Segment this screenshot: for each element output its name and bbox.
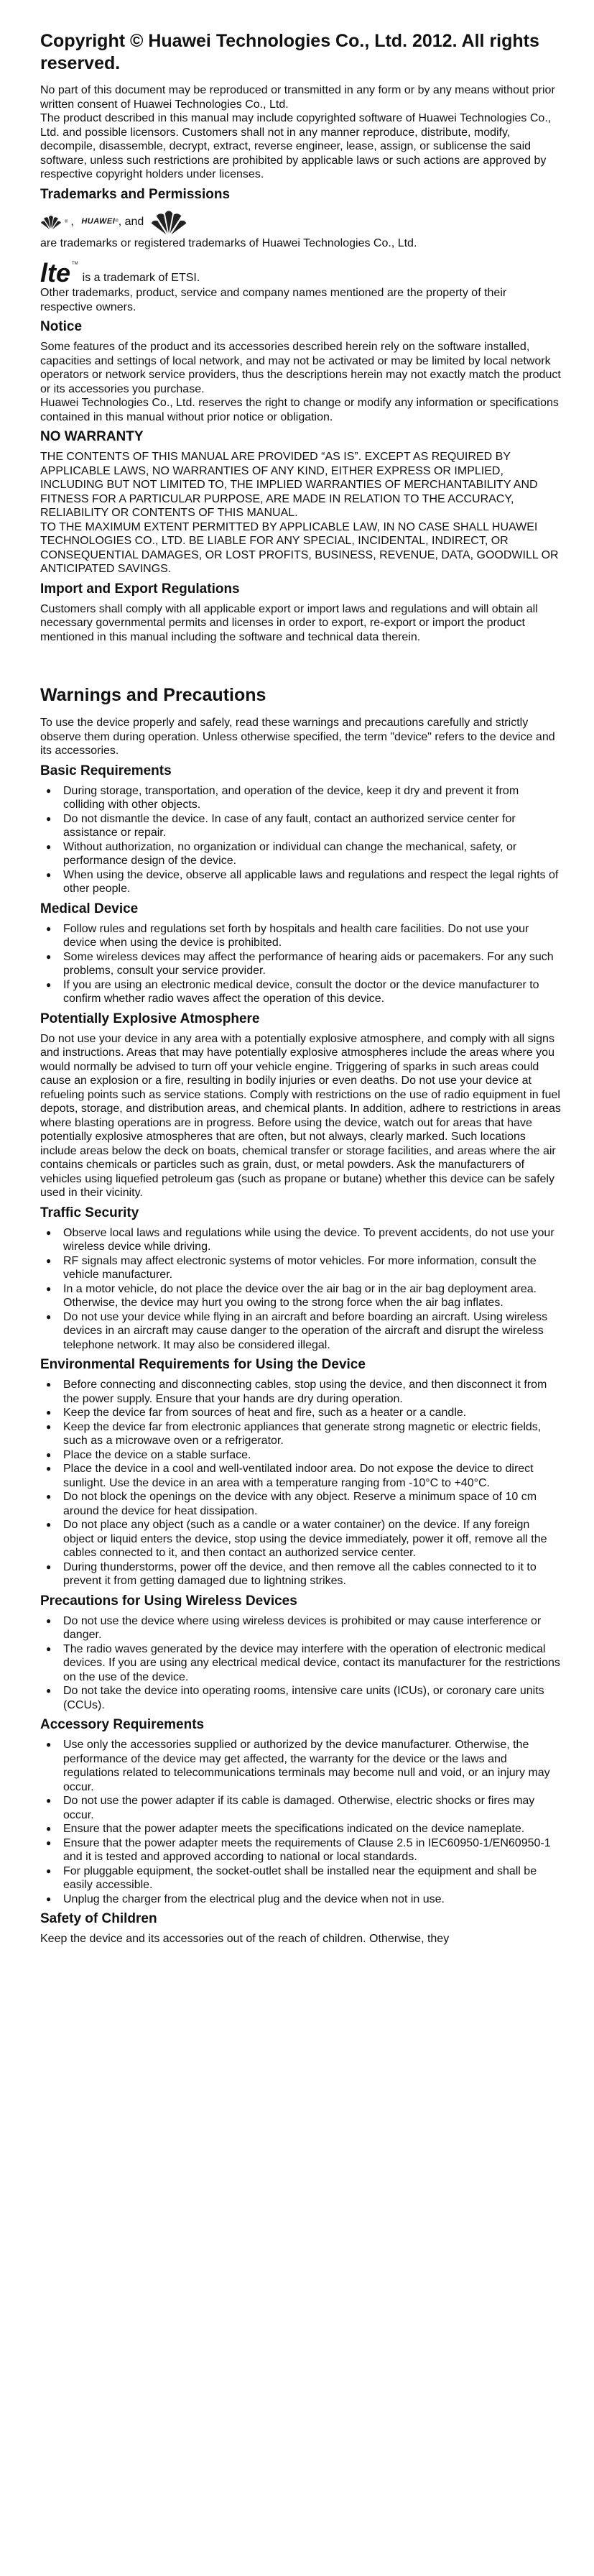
traffic-security-heading: Traffic Security	[40, 1205, 139, 1220]
list-item: ● Observe local laws and regulations while using the device. To prevent accidents, do not use your wireless device while driving.	[40, 1226, 561, 1254]
warnings-intro: To use the device properly and safely, read these warnings and precautions carefully and strictly observe them during operation. Unless otherwise specified, the term "device" refers to the device and its accessories.	[40, 717, 555, 757]
huawei-flower-logo-large-icon	[150, 208, 187, 236]
import-export-paragraph: Customers shall comply with all applicable export or import laws and regulations and will obtain all necessary governmental permits and licenses in order to export, re-export or import the product mentioned in this manual including the software and technical data therein.	[40, 602, 538, 643]
list-item: ● Do not use your device while flying in an aircraft and before boarding an aircraft. Using wireless devices in an aircraft may cause danger to the operation of the aircraft and disrupt the wireless telephone network. It may also be considered illegal.	[40, 1310, 561, 1353]
list-item: ● Use only the accessories supplied or authorized by the device manufacturer. Otherwise, the performance of the device may get affected, the warranty for the device or the laws and regulations related to telecommunications terminals may become null and void, or an injury may occur.	[40, 1738, 561, 1794]
import-export-heading: Import and Export Regulations	[40, 581, 240, 597]
copyright-paragraph: No part of this document may be reproduced or transmitted in any form or by any means without prior written consent of Huawei Technologies Co., Ltd.	[40, 84, 555, 111]
list-item: ● Place the device in a cool and well-ventilated indoor area. Do not expose the device to direct sunlight. Use the device in an area with a temperature ranging from -10°C to +40°C.	[40, 1462, 561, 1490]
wireless-precautions-list	[40, 1614, 561, 1713]
list-item: ● When using the device, observe all applicable laws and regulations and respect the legal rights of other people.	[40, 868, 561, 896]
list-item: ● Do not use the device where using wireless devices is prohibited or may cause interference or danger.	[40, 1614, 561, 1642]
environment-heading: Environmental Requirements for Using the Device	[40, 1357, 366, 1372]
huawei-trademark-row: ® , HUAWEI ® , and are trademarks or registered trademarks of Huawei Technologies Co., Ltd.	[40, 208, 561, 251]
trademark-sentence: are trademarks or registered trademarks of Huawei Technologies Co., Ltd.	[40, 236, 417, 249]
list-item: ● During thunderstorms, power off the device, and then remove all the cables connected to it to prevent it from getting damaged due to lightning strikes.	[40, 1560, 561, 1588]
list-item: ● Ensure that the power adapter meets the specifications indicated on the device nameplate.	[40, 1822, 561, 1836]
accessory-requirements-heading: Accessory Requirements	[40, 1717, 205, 1732]
list-item: ● Unplug the charger from the electrical plug and the device when not in use.	[40, 1892, 561, 1907]
lte-logo-icon	[40, 257, 78, 285]
list-item: ● Keep the device far from sources of heat and fire, such as a heater or a candle.	[40, 1406, 561, 1420]
huawei-wordmark: HUAWEI	[81, 216, 116, 226]
list-item: ● Place the device on a stable surface.	[40, 1448, 561, 1463]
list-item: ● For pluggable equipment, the socket-outlet shall be installed near the equipment and shall be easily accessible.	[40, 1864, 561, 1892]
warnings-title: Warnings and Precautions	[40, 685, 266, 705]
list-item: ● Follow rules and regulations set forth by hospitals and health care facilities. Do not use your device when using the device is prohibited.	[40, 922, 561, 950]
copyright-paragraph: The product described in this manual may include copyrighted software of Huawei Technologies Co., Ltd. and possible licensors. Customers shall not in any manner reproduce, distribute, modify, decompile, disassemble, decrypt, extract, reverse engineer, lease, assign, or sublicense the said software, unless such restrictions are prohibited by applicable laws or such actions are approved by respective copyright holders under licenses.	[40, 112, 552, 180]
list-item: ● Some wireless devices may affect the performance of hearing aids or pacemakers. For any such problems, consult your service provider.	[40, 950, 561, 978]
copyright-title: Copyright © Huawei Technologies Co., Ltd. 2012. All rights reserved.	[40, 31, 539, 73]
trademark-and-text: , and	[118, 215, 144, 228]
list-item: ● In a motor vehicle, do not place the device over the air bag or in the air bag deployment area. Otherwise, the device may hurt you owing to the strong force when the air bag inflates.	[40, 1282, 561, 1310]
list-item: ● Keep the device far from electronic appliances that generate strong magnetic or electric fields, such as a microwave oven or a refrigerator.	[40, 1420, 561, 1448]
warranty-paragraph: THE CONTENTS OF THIS MANUAL ARE PROVIDED “AS IS”. EXCEPT AS REQUIRED BY APPLICABLE LAWS, NO WARRANTIES OF ANY KIND, EITHER EXPRESS OR IMPLIED, INCLUDING BUT NOT LIMITED TO, THE IMPLIED WARRANTIES OF MERCHANTABILITY AND FITNESS FOR A PARTICULAR PURPOSE, ARE MADE IN RELATION TO THE ACCURACY, RELIABILITY OR CONTENTS OF THIS MANUAL.	[40, 451, 538, 519]
list-item: ● The radio waves generated by the device may interfere with the operation of electronic medical devices. If you are using any electrical medical device, contact its manufacturer for the restrictions on the use of the device.	[40, 1642, 561, 1685]
traffic-security-list	[40, 1226, 561, 1353]
trademarks-heading: Trademarks and Permissions	[40, 186, 231, 202]
accessory-requirements-list	[40, 1738, 561, 1906]
list-item: ● During storage, transportation, and operation of the device, keep it dry and prevent it from colliding with other objects.	[40, 784, 561, 812]
list-item: ● Do not use the power adapter if its cable is damaged. Otherwise, electric shocks or fires may occur.	[40, 1794, 561, 1822]
explosive-atmosphere-paragraph: Do not use your device in any area with a potentially explosive atmosphere, and comply with all signs and instructions. Areas that may have potentially explosive atmospheres include the areas where you would normally be advised to turn off your vehicle engine. Triggering of sparks in such areas could cause an explosion or a fire, resulting in bodily injuries or even deaths. Do not use your device at refueling points such as service stations. Comply with restrictions on the use of radio equipment in fuel depots, storage, and distribution areas, and chemical plants. In addition, adhere to restrictions in areas where blasting operations are in progress. Before using the device, watch out for areas that have potentially explosive atmospheres that are often, but not always, clearly marked. Such locations include areas below the deck on boats, chemical transfer or storage facilities, and areas where the air contains chemicals or particles such as grain, dust, or metal powders. Ask the manufacturers of vehicles using liquefied petroleum gas (such as propane or butane) whether this device can be safely used in their vicinity.	[40, 1032, 561, 1199]
list-item: ● Before connecting and disconnecting cables, stop using the device, and then disconnect it from the power supply. Ensure that your hands are dry during operation.	[40, 1378, 561, 1406]
warranty-paragraph: TO THE MAXIMUM EXTENT PERMITTED BY APPLICABLE LAW, IN NO CASE SHALL HUAWEI TECHNOLOGIES CO., LTD. BE LIABLE FOR ANY SPECIAL, INCIDENTAL, INDIRECT, OR CONSEQUENTIAL DAMAGES, OR LOST PROFITS, BUSINESS, REVENUE, DATA, GOODWILL OR ANTICIPATED SAVINGS.	[40, 520, 559, 575]
medical-device-list	[40, 922, 561, 1006]
notice-heading: Notice	[40, 319, 83, 334]
list-item: ● Ensure that the power adapter meets the requirements of Clause 2.5 in IEC60950-1/EN60950-1 and it is tested and approved according to national or local standards.	[40, 1836, 561, 1864]
list-item: ● Do not block the openings on the device with any object. Reserve a minimum space of 10 cm around the device for heat dissipation.	[40, 1490, 561, 1518]
other-trademarks: Other trademarks, product, service and company names mentioned are the property of their respective owners.	[40, 287, 507, 313]
list-item: ● Do not take the device into operating rooms, intensive care units (ICUs), or coronary care units (CCUs).	[40, 1684, 561, 1712]
lte-tm-mark: TM	[72, 262, 78, 266]
notice-paragraph: Huawei Technologies Co., Ltd. reserves the right to change or modify any information or specifications contained in this manual without prior notice or obligation.	[40, 397, 559, 423]
warranty-heading: NO WARRANTY	[40, 429, 144, 444]
list-item: ● Do not place any object (such as a candle or a water container) on the device. If any foreign object or liquid enters the device, stop using the device immediately, power it off, remove all the cables connected to it, and then contact an authorized service center.	[40, 1518, 561, 1560]
list-item: ● RF signals may affect electronic systems of motor vehicles. For more information, consult the vehicle manufacturer.	[40, 1254, 561, 1282]
explosive-atmosphere-heading: Potentially Explosive Atmosphere	[40, 1011, 260, 1026]
lte-sentence: is a trademark of ETSI.	[82, 271, 200, 284]
lte-logo-text: lte	[40, 258, 71, 285]
wireless-precautions-heading: Precautions for Using Wireless Devices	[40, 1593, 297, 1609]
children-safety-heading: Safety of Children	[40, 1911, 157, 1926]
notice-paragraph: Some features of the product and its accessories described herein rely on the software installed, capacities and settings of local network, and may not be activated or may be limited by local network operators or network service providers, thus the descriptions herein may not exactly match the product or its accessories you purchase.	[40, 341, 561, 395]
children-safety-paragraph: Keep the device and its accessories out of the reach of children. Otherwise, they	[40, 1933, 450, 1945]
environment-list	[40, 1378, 561, 1588]
list-item: ● Do not dismantle the device. In case of any fault, contact an authorized service center for assistance or repair.	[40, 812, 561, 840]
list-item: ● Without authorization, no organization or individual can change the mechanical, safety, or performance design of the device.	[40, 840, 561, 868]
basic-requirements-list	[40, 784, 561, 896]
lte-trademark-row	[40, 257, 561, 285]
basic-requirements-heading: Basic Requirements	[40, 763, 172, 778]
medical-device-heading: Medical Device	[40, 901, 139, 916]
list-item: ● If you are using an electronic medical device, consult the doctor or the device manufacturer to confirm whether radio waves affect the operation of this device.	[40, 978, 561, 1006]
huawei-flower-logo-icon	[40, 214, 62, 230]
